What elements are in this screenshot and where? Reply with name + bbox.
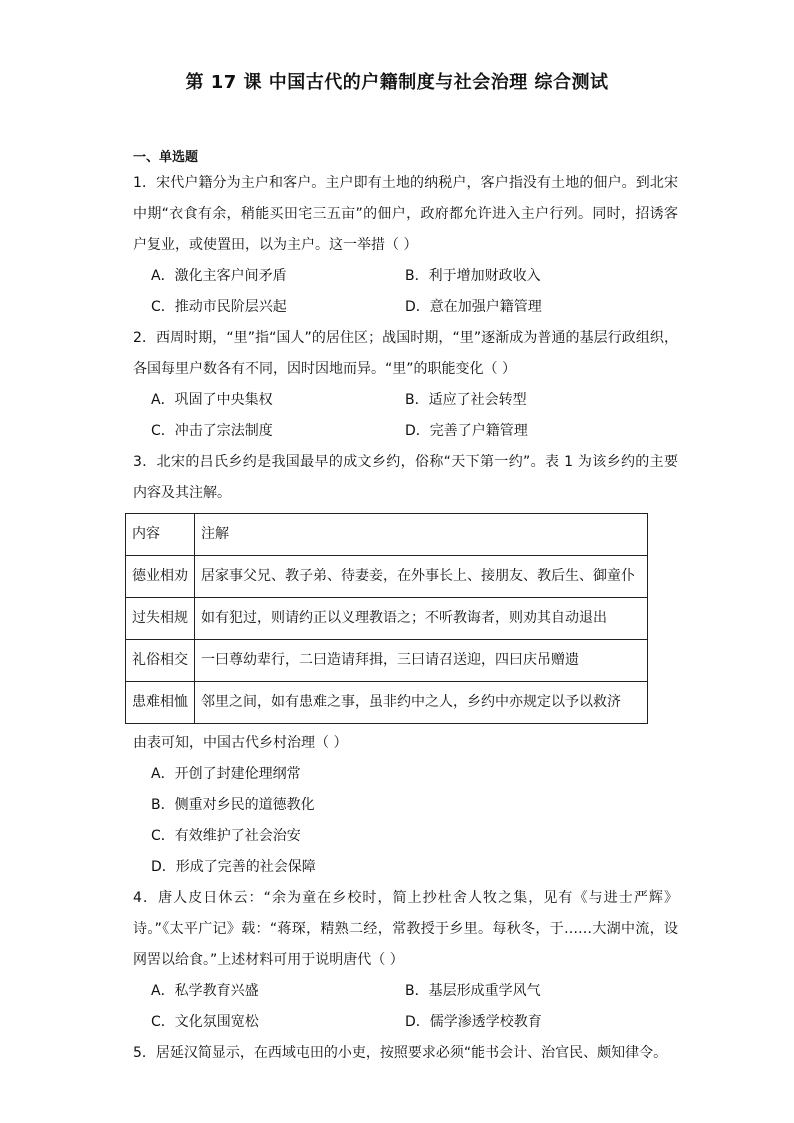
question-1-option-c[interactable]: C．推动市民阶层兴起 [151,299,287,315]
question-4-option-a[interactable]: A．私学教育兴盛 [151,983,259,999]
table-cell: 邻里之间，如有患难之事，虽非约中之人，乡约中亦规定以予以救济 [195,682,648,724]
question-4-options [133,976,678,1038]
question-1-option-b[interactable]: B．利于增加财政收入 [405,268,541,284]
section-heading: 一、单选题 [133,150,199,165]
question-3-option-a[interactable]: A．开创了封建伦理纲常 [151,766,301,782]
table-header-cell: 内容 [126,514,195,556]
table-cell: 德业相劝 [126,556,195,598]
question-3-followup: 由表可知，中国古代乡村治理（ ） [133,735,348,751]
village-covenant-table [125,513,648,724]
table-cell: 居家事父兄、教子弟、待妻妾，在外事长上、接朋友、教后生、御童仆 [195,556,648,598]
question-3-option-d[interactable]: D．形成了完善的社会保障 [151,859,316,875]
question-1-stem: 1．宋代户籍分为主户和客户。主户即有土地的纳税户，客户指没有土地的佃户。到北宋中期“衣食有余，稍能买田宅三五亩”的佃户，政府都允许进入主户行列。同时，招诱客户复业，或使置田，以为主户。这一举措（ ） [133,175,678,253]
question-list [133,168,678,1069]
question-1-options [133,261,678,323]
question-2-option-d[interactable]: D．完善了户籍管理 [405,423,528,439]
question-3-stem: 3．北宋的吕氏乡约是我国最早的成文乡约，俗称“天下第一约”。表 1 为该乡约的主要内容及其注解。 [133,454,678,501]
table-row [126,556,648,598]
question-2-option-a[interactable]: A．巩固了中央集权 [151,392,273,408]
question-4-option-d[interactable]: D．儒学渗透学校教育 [405,1014,542,1030]
question-2-stem: 2．西周时期，“里”指“国人”的居住区；战国时期，“里”逐渐成为普通的基层行政组织，各国每里户数各有不同，因时因地而异。“里”的职能变化（ ） [133,330,678,377]
question-2-option-c[interactable]: C．冲击了宗法制度 [151,423,273,439]
table-header-row [126,514,648,556]
question-3-table-wrap [125,513,678,724]
table-cell: 礼俗相交 [126,640,195,682]
table-cell: 一曰尊幼辈行，二曰造请拜揖，三曰请召送迎，四曰庆吊赠遗 [195,640,648,682]
table-row [126,598,648,640]
table-cell: 如有犯过，则请约正以义理教语之；不听教诲者，则劝其自动退出 [195,598,648,640]
table-row [126,682,648,724]
question-3-option-b[interactable]: B．侧重对乡民的道德教化 [151,797,315,813]
table-header-cell: 注解 [195,514,648,556]
question-5-stem: 5．居延汉简显示，在西域屯田的小吏，按照要求必须“能书会计、治官民、颇知律令。 [133,1045,668,1061]
question-4-stem: 4．唐人皮日休云：“余为童在乡校时，简上抄杜舍人牧之集，见有《与进士严辉》诗。”《太平广记》载：“蒋琛，精熟二经，常教授于乡里。每秋冬，于……大湖中流，设网罟以给食。”上述材料可用于说明唐代（ ） [133,890,678,968]
question-4-option-c[interactable]: C．文化氛围宽松 [151,1014,259,1030]
question-1-option-d[interactable]: D．意在加强户籍管理 [405,299,542,315]
question-1 [133,168,678,323]
question-4 [133,883,678,1038]
question-3-option-c[interactable]: C．有效维护了社会治安 [151,828,301,844]
table-cell: 过失相规 [126,598,195,640]
question-5 [133,1038,678,1069]
question-2 [133,323,678,447]
question-3-options [133,759,678,883]
question-2-option-b[interactable]: B．适应了社会转型 [405,392,527,408]
table-cell: 患难相恤 [126,682,195,724]
page-title: 第 17 课 中国古代的户籍制度与社会治理 综合测试 [185,72,609,93]
question-1-option-a[interactable]: A．激化主客户间矛盾 [151,268,287,284]
table-row [126,640,648,682]
question-3 [133,447,678,883]
question-4-option-b[interactable]: B．基层形成重学风气 [405,983,541,999]
question-2-options [133,385,678,447]
